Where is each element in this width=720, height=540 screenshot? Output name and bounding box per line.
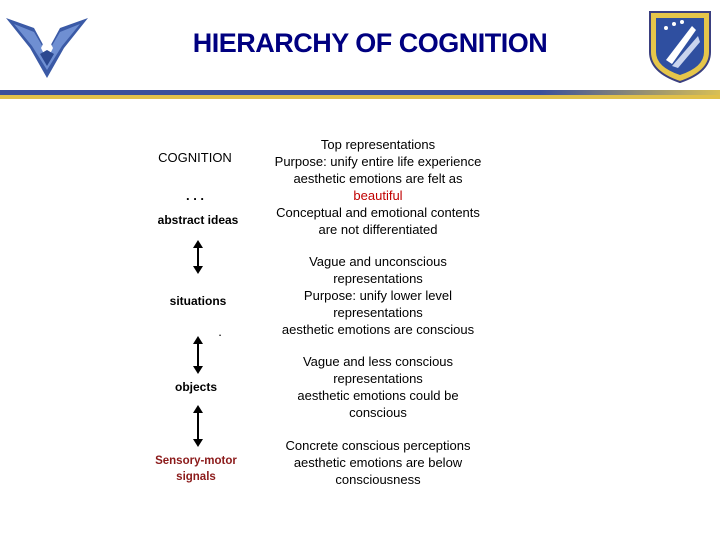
air-force-wings-logo-icon	[4, 8, 90, 80]
level-abstract-ideas: abstract ideas	[157, 213, 239, 227]
desc-bottom-line: Concrete conscious perceptions	[285, 438, 471, 453]
double-arrow-icon	[191, 240, 205, 274]
desc-second-line: Purpose: unify lower level	[303, 288, 453, 303]
desc-third-line: representations	[333, 371, 423, 386]
desc-bottom-line: aesthetic emotions are below	[293, 455, 463, 470]
desc-third-line: Vague and less conscious	[302, 354, 454, 369]
description-top	[258, 136, 498, 238]
desc-top-line: aesthetic emotions are felt as	[293, 171, 463, 186]
afrl-seal-icon	[646, 8, 714, 84]
desc-third-line: aesthetic emotions could be	[297, 388, 459, 403]
desc-second-line: Vague and unconscious	[309, 254, 447, 269]
sensory-line-2: signals	[176, 471, 216, 483]
description-third	[258, 353, 498, 421]
desc-top-beautiful: beautiful	[353, 188, 403, 203]
desc-top-line: Top representations	[320, 137, 436, 152]
desc-third-line: conscious	[349, 405, 407, 420]
header-rule-gradient	[540, 90, 720, 95]
desc-second-line: representations	[333, 305, 423, 320]
level-objects: objects	[174, 380, 217, 394]
desc-second-line: representations	[333, 271, 423, 286]
description-second	[258, 253, 498, 338]
desc-top-line: are not differentiated	[318, 222, 438, 237]
double-arrow-icon	[191, 336, 205, 374]
desc-second-line: aesthetic emotions are conscious	[281, 322, 475, 337]
page-title: HIERARCHY OF COGNITION	[192, 28, 548, 58]
level-sensory-motor-signals	[140, 453, 252, 485]
level-dot: .	[218, 324, 222, 339]
desc-top-line: Purpose: unify entire life experience	[274, 154, 482, 169]
sensory-line-1: Sensory-motor	[155, 455, 237, 467]
description-bottom	[258, 437, 498, 488]
desc-top-line: Conceptual and emotional contents	[276, 205, 480, 220]
level-ellipsis: . . .	[185, 188, 205, 203]
desc-bottom-line: consciousness	[335, 472, 421, 487]
header-rule-gold	[0, 95, 720, 99]
double-arrow-icon	[191, 405, 205, 447]
level-situations: situations	[169, 294, 227, 308]
level-cognition: COGNITION	[158, 150, 232, 165]
